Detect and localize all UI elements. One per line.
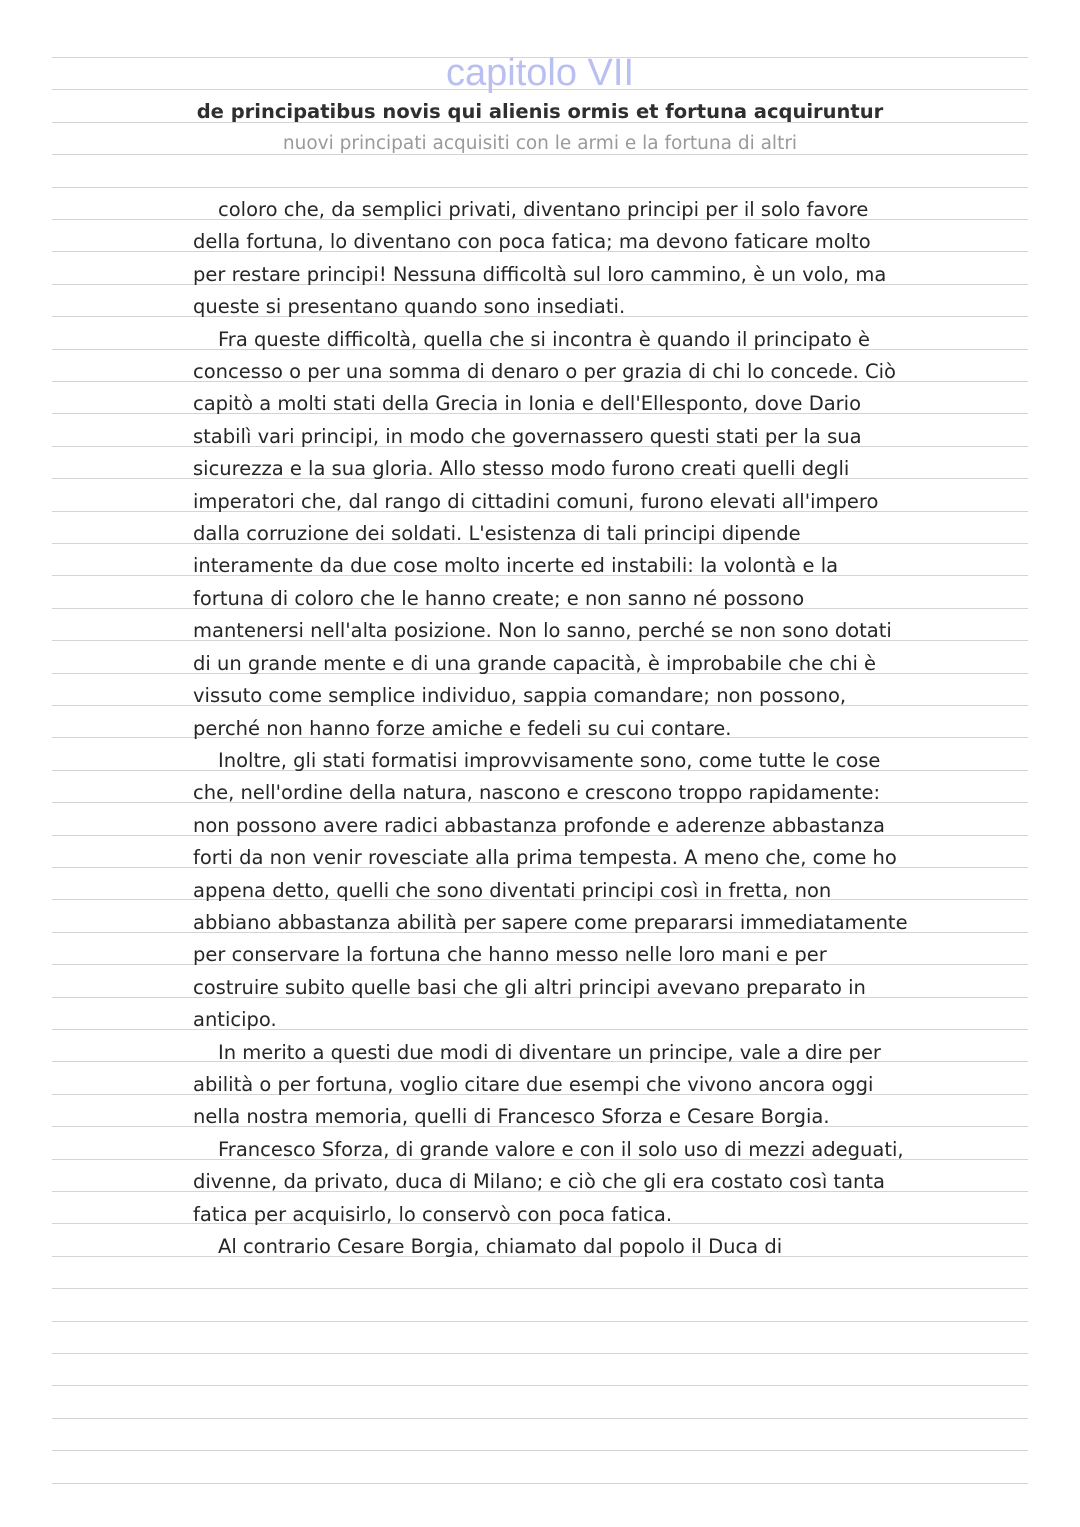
chapter-title: capitolo VII xyxy=(446,52,634,94)
paragraph-2: Fra queste difficoltà, quella che si incontra è quando il principato è concesso o per una somma di denaro o per grazia di chi lo concede. Ciò capitò a molti stati della Grecia in Ionia e dell'Ellesponto, dove Dario stabilì vari principi, in modo che governassero questi stati per la sua sicurezza e la sua gloria. Allo stesso modo furono creati quelli degli imperatori che, dal rango di cittadini comuni, furono elevati all'impero dalla corruzione dei soldati. L'esistenza di tali principi dipende interamente da due cose molto incerte ed instabili: la volontà e la fortuna di coloro che le hanno create; e non sanno né possono mantenersi nell'alta posizione. Non lo sanno, perché se non sono dotati di un grande mente e di una grande capacità, è improbabile che chi è vissuto come semplice individuo, sappia comandare; non possono, perché non hanno forze amiche e fedeli su cui contare. xyxy=(193,327,896,740)
ruled-line xyxy=(52,187,1028,188)
latin-subtitle: de principatibus novis qui alienis ormis et fortuna acquiruntur xyxy=(196,100,884,123)
paragraph-5: Francesco Sforza, di grande valore e con il solo uso di mezzi adeguati, divenne, da privato, duca di Milano; e ciò che gli era costato così tanta fatica per acquisirlo, lo conservò con poca fatica. xyxy=(193,1137,904,1226)
ruled-line xyxy=(52,1353,1028,1354)
paragraph-1: coloro che, da semplici privati, diventano principi per il solo favore della fortuna, lo diventano con poca fatica; ma devono faticare molto per restare principi! Nessuna difficoltà sul loro cammino, è un volo, ma queste si presentano quando sono insediati. xyxy=(193,198,887,319)
italian-subtitle: nuovi principati acquisiti con le armi e la fortuna di altri xyxy=(282,133,798,154)
ruled-line xyxy=(52,1483,1028,1484)
ruled-line xyxy=(52,1385,1028,1386)
paragraph-6: Al contrario Cesare Borgia, chiamato dal popolo il Duca di xyxy=(218,1235,783,1258)
chapter-body xyxy=(193,194,908,1263)
ruled-line xyxy=(52,1321,1028,1322)
ruled-line xyxy=(52,1418,1028,1419)
ruled-line xyxy=(52,1450,1028,1451)
ruled-line xyxy=(52,1288,1028,1289)
paragraph-3: Inoltre, gli stati formatisi improvvisamente sono, come tutte le cose che, nell'ordine della natura, nascono e crescono troppo rapidamente: non possono avere radici abbastanza profonde e aderenze abbastanza forti da non venir rovesciate alla prima tempesta. A meno che, come ho appena detto, quelli che sono diventati principi così in fretta, non abbiano abbastanza abilità per sapere come prepararsi immediatamente per conservare la fortuna che hanno messo nelle loro mani e per costruire subito quelle basi che gli altri principi avevano preparato in anticipo. xyxy=(193,748,908,1032)
paragraph-4: In merito a questi due modi di diventare un principe, vale a dire per abilità o per fortuna, voglio citare due esempi che vivono ancora oggi nella nostra memoria, quelli di Francesco Sforza e Cesare Borgia. xyxy=(193,1040,881,1129)
